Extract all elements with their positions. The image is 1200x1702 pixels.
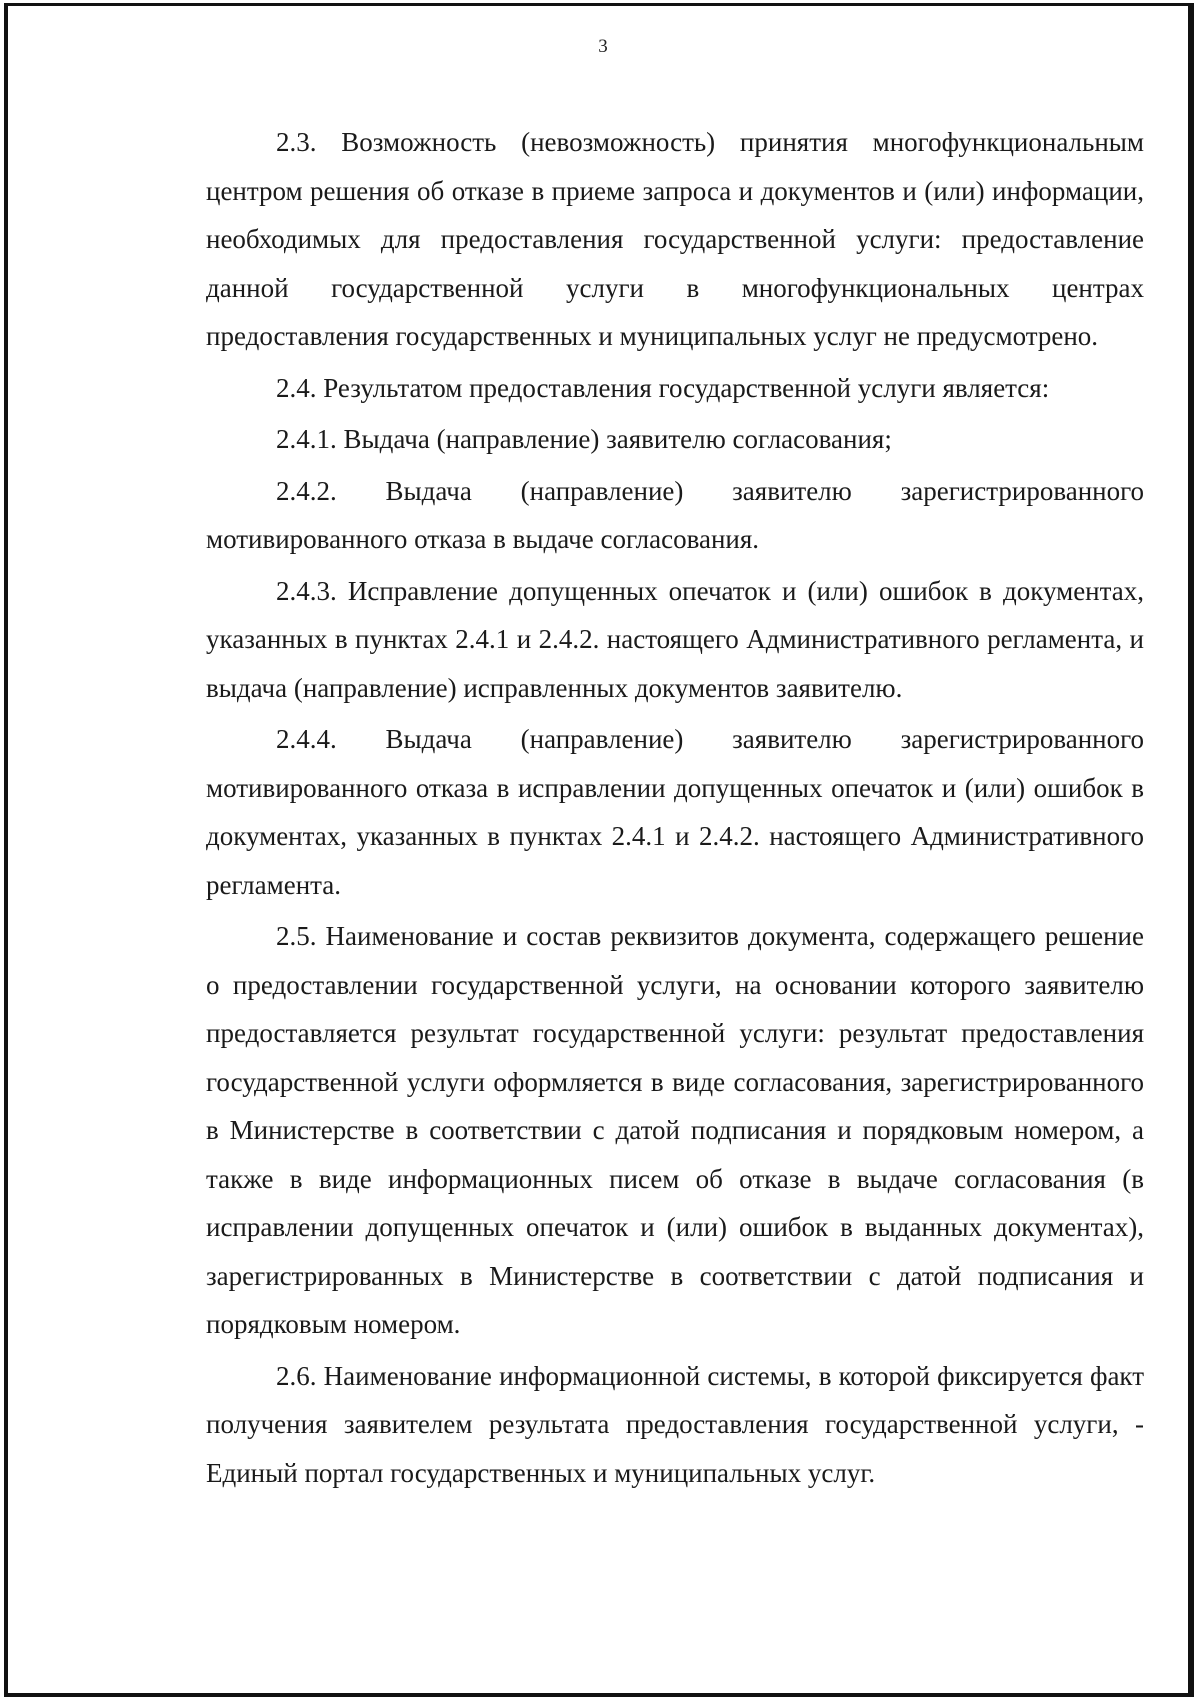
paragraph-2-4-1: 2.4.1. Выдача (направление) заявителю согласования; [276,424,892,454]
paragraph-2-4-3: 2.4.3. Исправление допущенных опечаток и (или) ошибок в документах, указанных в пунктах 2.4.1 и 2.4.2. настоящего Административного регламента, и выдача (направление) исправленных документов заявителю. [206,575,1144,703]
document-body [206,118,1144,1497]
paragraph-2-3: 2.3. Возможность (невозможность) принятия многофункциональным центром решения об отказе в приеме запроса и документов и (или) информации, необходимых для предоставления государственной услуги: предоставление данной государственной услуги в многофункциональных центрах предоставления государственных и муниципальных услуг не предусмотрено. [206,127,1144,351]
paragraph-2-6: 2.6. Наименование информационной системы, в которой фиксируется факт получения заявителем результата предоставления государственной услуги, - Единый портал государственных и муниципальных услуг. [206,1360,1144,1488]
paragraph-2-4-2: 2.4.2. Выдача (направление) заявителю зарегистрированного мотивированного отказа в выдаче согласования. [206,475,1144,554]
paragraph-2-5: 2.5. Наименование и состав реквизитов документа, содержащего решение о предоставлении государственной услуги, на основании которого заявителю предоставляется результат государственной услуги: результат предоставления государственной услуги оформляется в виде согласования, зарегистрированного в Министерстве в соответствии с датой подписания и порядковым номером, а также в виде информационных писем об отказе в выдаче согласования (в исправлении допущенных опечаток и (или) ошибок в выданных документах), зарегистрированных в Министерстве в соответствии с датой подписания и порядковым номером. [206,921,1144,1339]
document-page [4,3,1194,1697]
page-number: 3 [598,36,608,57]
paragraph-2-4-4: 2.4.4. Выдача (направление) заявителю зарегистрированного мотивированного отказа в исправлении допущенных опечаток и (или) ошибок в документах, указанных в пунктах 2.4.1 и 2.4.2. настоящего Административного регламента. [206,724,1144,900]
paragraph-2-4: 2.4. Результатом предоставления государственной услуги является: [276,372,1050,403]
